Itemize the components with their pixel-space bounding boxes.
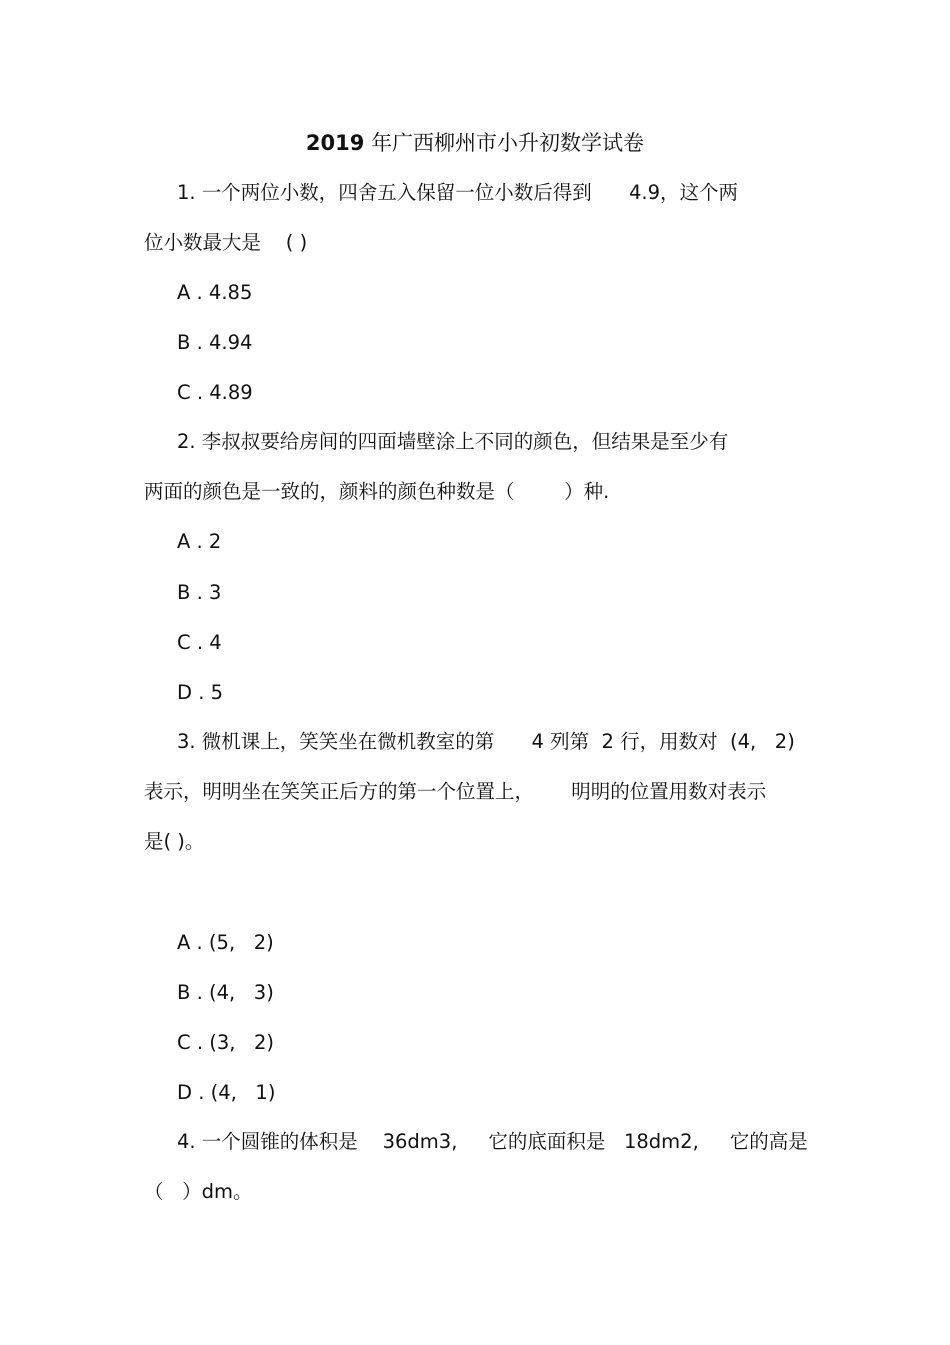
question-2-line-1: 2. 李叔叔要给房间的四面墙壁涂上不同的颜色，但结果是至少有 [177,430,729,453]
question-3-line-3: 是( )。 [144,830,205,853]
question-3-option-d: D . (4, 1) [177,1081,276,1104]
exam-title-year: 2019 [305,131,365,155]
question-4-line-2: （ ）dm。 [144,1180,253,1203]
question-2-option-b: B . 3 [177,581,222,604]
question-1-option-c: C . 4.89 [177,381,253,404]
question-3-option-a: A . (5, 2) [177,931,274,954]
question-3-option-c: C . (3, 2) [177,1031,275,1054]
question-2-option-c: C . 4 [177,631,222,654]
question-3-line-1: 3. 微机课上，笑笑坐在微机教室的第 4 列第 2 行，用数对 (4, 2) [177,730,795,753]
question-2-option-a: A . 2 [177,530,222,553]
question-1-line-1: 1. 一个两位小数，四舍五入保留一位小数后得到 4.9，这个两 [177,181,739,204]
question-4-line-1: 4. 一个圆锥的体积是 36dm3, 它的底面积是 18dm2, 它的高是 [177,1130,808,1153]
question-3-option-b: B . (4, 3) [177,981,274,1004]
exam-title-text: 年广西柳州市小升初数学试卷 [364,131,645,155]
question-1-option-b: B . 4.94 [177,331,253,354]
question-3-line-2: 表示，明明坐在笑笑正后方的第一个位置上， 明明的位置用数对表示 [144,780,767,803]
question-1-option-a: A . 4.85 [177,281,253,304]
question-1-line-2: 位小数最大是 ( ) [144,231,308,254]
exam-title [0,128,950,158]
question-2-option-d: D . 5 [177,681,224,704]
question-2-line-2: 两面的颜色是一致的，颜料的颜色种数是（ ）种. [144,480,610,503]
